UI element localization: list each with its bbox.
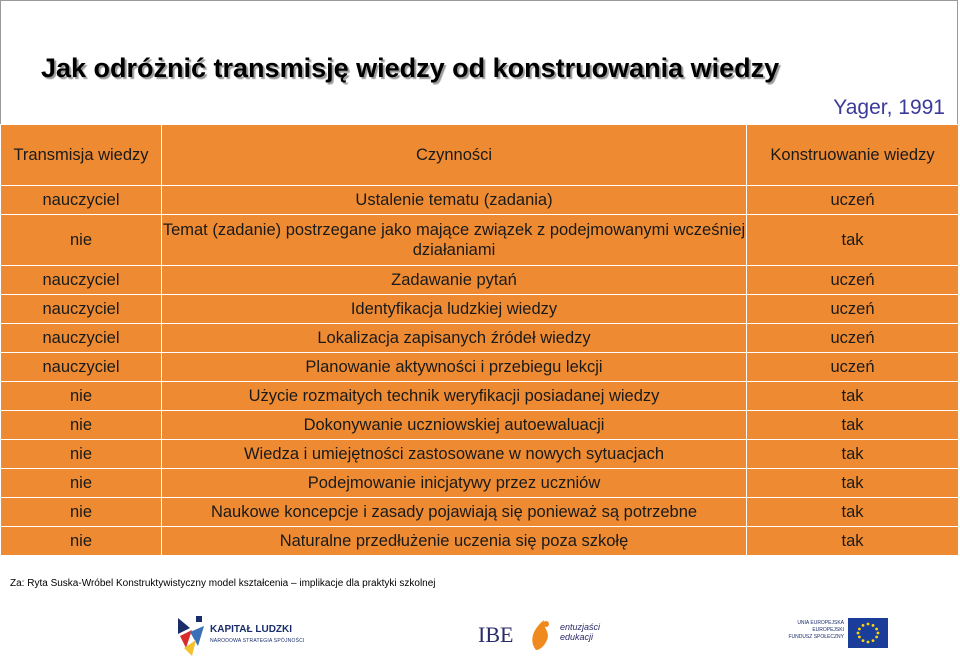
construction-cell: uczeń — [747, 266, 959, 295]
subtitle: Yager, 1991 — [833, 96, 945, 119]
construction-cell: tak — [747, 215, 959, 266]
activity-cell: Wiedza i umiejętności zastosowane w nowych sytuacjach — [162, 440, 747, 469]
construction-cell: tak — [747, 440, 959, 469]
kapital-ludzki-icon — [176, 612, 208, 658]
construction-cell: uczeń — [747, 186, 959, 215]
construction-cell: uczeń — [747, 324, 959, 353]
table-row — [1, 527, 959, 556]
construction-cell: tak — [747, 382, 959, 411]
construction-cell: uczeń — [747, 353, 959, 382]
activity-cell: Lokalizacja zapisanych źródeł wiedzy — [162, 324, 747, 353]
table-row — [1, 186, 959, 215]
activity-cell: Naturalne przedłużenie uczenia się poza szkołę — [162, 527, 747, 556]
header-cell: Transmisja wiedzy — [1, 125, 162, 186]
construction-cell: tak — [747, 411, 959, 440]
activity-cell: Identyfikacja ludzkiej wiedzy — [162, 295, 747, 324]
header-cell: Konstruowanie wiedzy — [747, 125, 959, 186]
transmission-cell: nie — [1, 215, 162, 266]
ibe-logo — [478, 614, 608, 656]
transmission-cell: nie — [1, 440, 162, 469]
table-row — [1, 295, 959, 324]
eu-logo — [780, 614, 890, 654]
table-header-row — [1, 125, 959, 186]
kapital-ludzki-sublabel: NARODOWA STRATEGIA SPÓJNOŚCI — [210, 638, 305, 644]
table-row — [1, 353, 959, 382]
table-row — [1, 411, 959, 440]
activity-cell: Użycie rozmaitych technik weryfikacji posiadanej wiedzy — [162, 382, 747, 411]
source-note: Za: Ryta Suska-Wróbel Konstruktywistyczny model kształcenia – implikacje dla praktyki szkolnej — [10, 578, 436, 589]
comparison-table — [0, 124, 959, 556]
table-row — [1, 266, 959, 295]
table-row — [1, 440, 959, 469]
transmission-cell: nie — [1, 411, 162, 440]
eu-flag-icon — [848, 618, 888, 648]
activity-cell: Dokonywanie uczniowskiej autoewaluacji — [162, 411, 747, 440]
transmission-cell: nauczyciel — [1, 295, 162, 324]
transmission-cell: nie — [1, 382, 162, 411]
activity-cell: Planowanie aktywności i przebiegu lekcji — [162, 353, 747, 382]
construction-cell: tak — [747, 469, 959, 498]
table-row — [1, 469, 959, 498]
activity-cell: Podejmowanie inicjatywy przez uczniów — [162, 469, 747, 498]
ibe-flame-icon — [526, 618, 556, 652]
kapital-ludzki-label: KAPITAŁ LUDZKI — [210, 624, 293, 635]
transmission-cell: nie — [1, 527, 162, 556]
eu-label: UNIA EUROPEJSKA EUROPEJSKI FUNDUSZ SPOŁECZNY — [788, 620, 844, 640]
transmission-cell: nauczyciel — [1, 186, 162, 215]
construction-cell: tak — [747, 498, 959, 527]
title-box — [0, 0, 958, 124]
logo-bar — [0, 600, 960, 661]
ibe-sublabel: entuzjaści edukacji — [560, 622, 601, 642]
kapital-ludzki-logo — [176, 612, 326, 658]
transmission-cell: nauczyciel — [1, 324, 162, 353]
page-title: Jak odróżnić transmisję wiedzy od konstruowania wiedzy — [41, 53, 780, 83]
transmission-cell: nie — [1, 498, 162, 527]
activity-cell: Ustalenie tematu (zadania) — [162, 186, 747, 215]
activity-cell: Zadawanie pytań — [162, 266, 747, 295]
table-row — [1, 498, 959, 527]
header-cell: Czynności — [162, 125, 747, 186]
activity-cell: Naukowe koncepcje i zasady pojawiają się ponieważ są potrzebne — [162, 498, 747, 527]
ibe-label: IBE — [478, 622, 514, 647]
construction-cell: tak — [747, 527, 959, 556]
construction-cell: uczeń — [747, 295, 959, 324]
transmission-cell: nauczyciel — [1, 353, 162, 382]
transmission-cell: nie — [1, 469, 162, 498]
table-row — [1, 324, 959, 353]
table-row — [1, 215, 959, 266]
activity-cell: Temat (zadanie) postrzegane jako mające związek z podejmowanymi wcześniej działaniami — [162, 215, 747, 266]
table-row — [1, 382, 959, 411]
transmission-cell: nauczyciel — [1, 266, 162, 295]
